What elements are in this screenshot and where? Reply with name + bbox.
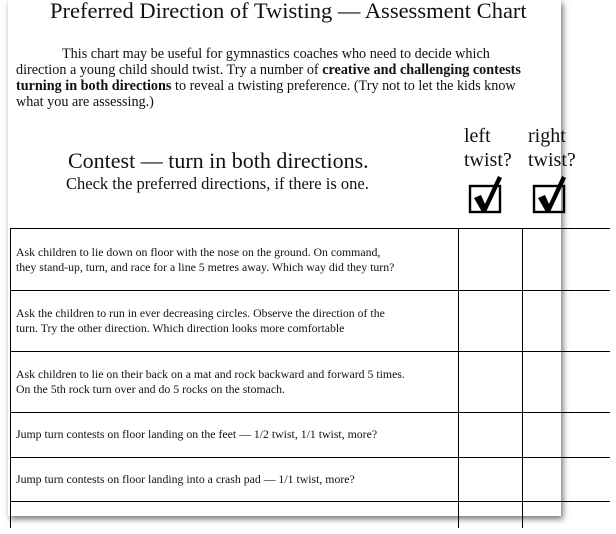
row-text: Ask children to lie on their back on a mat and rock backward and forward 5 times. [16,367,405,381]
row-text: they stand-up, turn, and race for a line 5 metres away. Which way did they turn? [16,260,395,274]
row-text: Jump turn contests on floor landing into a crash pad — 1/1 twist, more? [16,472,355,486]
table-rule [10,351,610,352]
table-rule [10,228,610,229]
page-title: Preferred Direction of Twisting — Assessment Chart [50,0,527,23]
intro-line: This chart may be useful for gymnastics coaches who need to decide which [62,46,490,62]
table-row [16,367,456,397]
right-twist-header [528,124,576,172]
checked-box-icon [532,174,568,214]
row-text: Ask the children to run in ever decreasing circles. Observe the direction of the [16,306,385,320]
table-rule [522,228,523,528]
table-rule [10,228,11,528]
table-row [16,427,456,442]
table-rule [10,501,610,502]
table-row [16,245,456,275]
row-text: Jump turn contests on floor landing on the feet — 1/2 twist, 1/1 twist, more? [16,427,378,441]
right-twist-header-line2: twist? [528,149,576,171]
right-twist-header-line1: right [528,125,566,147]
intro-line [16,78,616,94]
assessment-chart-page [8,0,576,516]
table-rule [10,457,610,458]
table-row [16,472,456,487]
left-twist-header-line1: left [464,125,491,147]
table-row [16,306,456,336]
left-twist-header-line2: twist? [464,149,512,171]
contest-heading: Contest — turn in both directions. [68,148,369,173]
row-text: On the 5th rock turn over and do 5 rocks on the stomach. [16,382,285,396]
intro-line [16,62,616,78]
table-rule [458,228,459,528]
intro-text: direction a young child should twist. Try a number of [16,62,323,78]
table-rule [10,412,610,413]
row-text: Ask children to lie down on floor with the nose on the ground. On command, [16,245,381,259]
contest-instruction: Check the preferred directions, if there is one. [66,174,369,193]
row-text: turn. Try the other direction. Which direction looks more comfortable [16,321,345,335]
intro-emphasis: turning in both directions [16,78,172,94]
intro-text: to reveal a twisting preference. (Try not to let the kids know [171,78,516,94]
left-twist-header [464,124,512,172]
assessment-table [10,228,610,528]
checked-box-icon [468,174,504,214]
intro-paragraph [16,46,616,110]
table-rule [10,290,610,291]
intro-line: what you are assessing.) [16,94,154,110]
intro-emphasis: creative and challenging contests [322,62,521,78]
